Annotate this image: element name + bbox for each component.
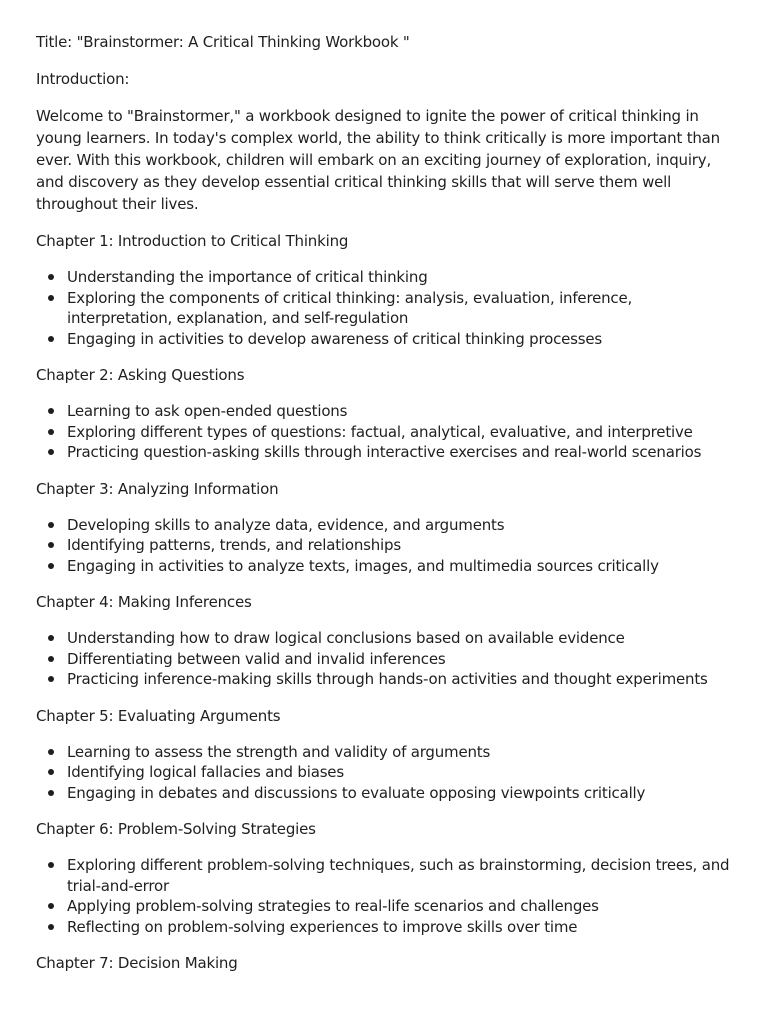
list-item: Exploring the components of critical thinking: analysis, evaluation, inference, interpretation, explanation, and self-regulation [36,288,732,329]
chapter-heading: Chapter 4: Making Inferences [36,593,252,611]
chapter-7 [36,952,732,974]
list-item: Engaging in debates and discussions to evaluate opposing viewpoints critically [36,783,732,804]
chapter-heading: Chapter 5: Evaluating Arguments [36,706,281,725]
chapter-heading: Chapter 2: Asking Questions [36,366,245,384]
intro-heading: Introduction: [36,70,130,88]
list-item: Exploring different types of questions: factual, analytical, evaluative, and interpretive [36,422,732,443]
list-item: Developing skills to analyze data, evidence, and arguments [36,515,732,536]
chapter-4 [36,591,732,690]
chapter-1 [36,230,732,349]
list-item: Differentiating between valid and invalid inferences [36,649,732,670]
document-title: Title: "Brainstormer: A Critical Thinking Workbook " [36,33,410,51]
list-item: Exploring different problem-solving techniques, such as brainstorming, decision trees, and trial-and-error [36,855,732,896]
list-item: Engaging in activities to analyze texts, images, and multimedia sources critically [36,556,732,577]
list-item: Understanding the importance of critical thinking [36,267,732,288]
list-item: Applying problem-solving strategies to real-life scenarios and challenges [36,896,732,917]
list-item: Practicing question-asking skills through interactive exercises and real-world scenarios [36,442,732,463]
list-item: Learning to ask open-ended questions [36,401,732,422]
chapter-bullet-list [36,628,732,690]
chapter-bullet-list [36,742,732,804]
chapter-heading: Chapter 1: Introduction to Critical Thinking [36,232,349,250]
chapter-bullet-list [36,855,732,937]
chapter-bullet-list [36,267,732,349]
list-item: Learning to assess the strength and validity of arguments [36,742,732,763]
chapter-2 [36,364,732,463]
list-item: Understanding how to draw logical conclusions based on available evidence [36,628,732,649]
list-item: Identifying logical fallacies and biases [36,762,732,783]
intro-paragraph: Welcome to "Brainstormer," a workbook designed to ignite the power of critical thinking in young learners. In today's complex world, the ability to think critically is more important than ever. With this workbook, children will embark on an exciting journey of exploration, inquiry, and discovery as they develop essential critical thinking skills that will serve them well throughout their lives. [36,107,720,213]
list-item: Practicing inference-making skills through hands-on activities and thought experiments [36,669,732,690]
chapter-5 [36,705,732,804]
chapter-heading: Chapter 7: Decision Making [36,954,238,972]
chapter-3 [36,478,732,577]
chapter-bullet-list [36,515,732,577]
chapter-bullet-list [36,401,732,463]
list-item: Identifying patterns, trends, and relationships [36,535,732,556]
chapter-6 [36,818,732,937]
chapter-heading: Chapter 3: Analyzing Information [36,479,279,498]
list-item: Engaging in activities to develop awareness of critical thinking processes [36,329,732,350]
chapter-heading: Chapter 6: Problem-Solving Strategies [36,820,316,838]
list-item: Reflecting on problem-solving experiences to improve skills over time [36,917,732,938]
